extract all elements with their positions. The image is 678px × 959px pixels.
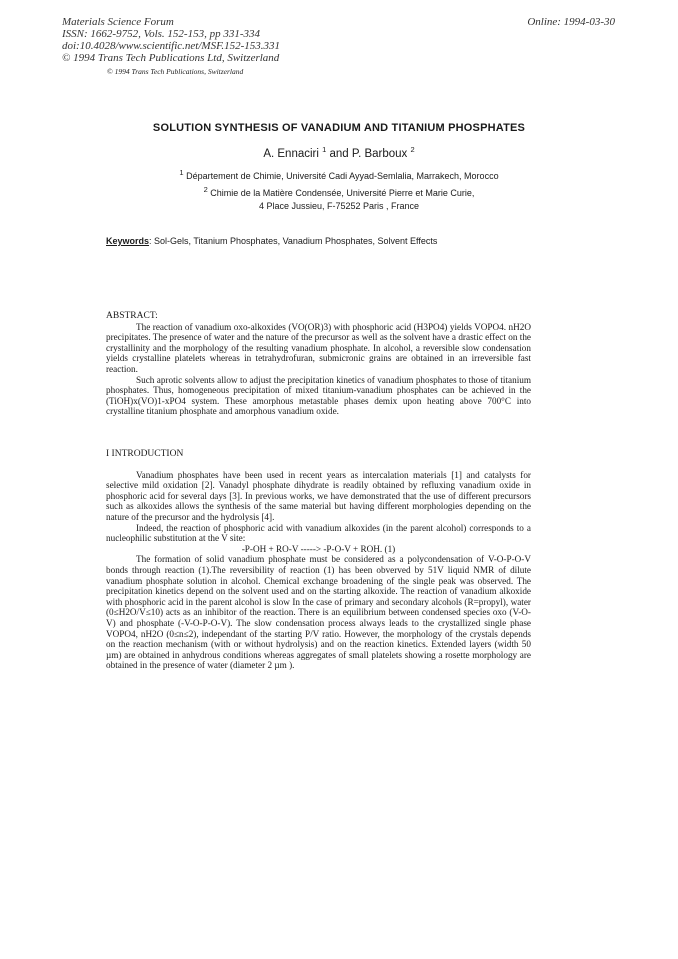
journal-name: Materials Science Forum [62,16,174,28]
copyright-line: © 1994 Trans Tech Publications Ltd, Switzerland [62,52,280,64]
abstract-heading: ABSTRACT: [106,311,158,321]
affiliation-2 [0,187,678,213]
keywords-text: : Sol-Gels, Titanium Phosphates, Vanadium Phosphates, Solvent Effects [149,236,438,246]
reaction-equation: -P-OH + RO-V -----> -P-O-V + ROH. (1) [241,543,396,554]
introduction-heading: I INTRODUCTION [106,449,184,459]
publication-metadata [62,16,280,64]
affiliation-2-line-2: 4 Place Jussieu, F-75252 Paris , France [258,201,420,211]
author-2: P. Barboux [351,148,408,160]
issn-line: ISSN: 1662-9752, Vols. 152-153, pp 331-334 [62,28,260,40]
introduction-paragraph-1: Vanadium phosphates have been used in recent years as intercalation materials [1] and catalysts for selective mild oxidation [2]. Vanadyl phosphate dihydrate is readily obtained by refluxing vanadium oxide in phosphoric acid for several days [3]. In previous works, we have demonstrated that the use of different precursors such as alkoxides allows the synthesis of the same material but having different morphologies depending on the nature of the precursor and the hydrolysis [4]. [106,469,531,522]
copyright-small: © 1994 Trans Tech Publications, Switzerland [107,67,244,76]
author-2-affiliation-mark: 2 [410,145,415,155]
author-conjunction: and [329,148,349,160]
affiliation-1-mark: 1 [179,168,184,177]
introduction-paragraph-3: The formation of solid vanadium phosphate must be considered as a polycondensation of V-O-P-O-V bonds through reaction (1).The reversibility of reaction (1) has been obverved by 51V liquid NMR of dilute vanadium phosphate solution in alcohol. Chemical exchange broadening of the single peak was observed. The precipitation kinetics depend on the solvent used and on the starting alkoxide. The reaction of vanadium alkoxide with phosphoric acid in the parent alcohol is slow In the case of primary and secondary alcohols (R=propyl), water (0≤H2O/V≤10) acts as an inhibitor of the reaction. There is an equilibrium between condensed species oxo (V-O-V) and phosphate (-V-O-P-O-V). The slow condensation process always leads to the crystallized single phase VOPO4, nH2O (0≤n≤2), independant of the starting P/V ratio. However, the morphology of the crystals depends on the reaction mechanism (with or without hydrolysis) and on the reaction kinetics. Extended layers (width 50 µm) are obtained in anhydrous conditions whereas aggregates of small platelets showing a rosette morphology are obtained in the presence of water (diameter 2 µm ). [106,554,531,671]
abstract-paragraph-2: Such aprotic solvents allow to adjust the precipitation kinetics of vanadium phosphates to those of titanium phosphates. Thus, homogeneous precipitation of mixed titanium-vanadium phosphates can be achieved in the (TiOH)x(VO)1-xPO4 system. These amorphous metastable phases demix upon heating above 700°C into crystalline titanium phosphate and amorphous vanadium oxide. [106,374,531,417]
affiliation-1 [0,170,678,183]
doi-link[interactable]: doi:10.4028/www.scientific.net/MSF.152-153.331 [62,40,281,52]
affiliation-2-line-1: Chimie de la Matière Condensée, Université Pierre et Marie Curie, [210,188,475,198]
keywords-label: Keywords [106,236,150,246]
author-1: A. Ennaciri [263,148,319,160]
affiliation-1-text: Département de Chimie, Université Cadi Ayyad-Semlalia, Marrakech, Morocco [186,171,499,181]
keywords [106,236,437,246]
paper-title: SOLUTION SYNTHESIS OF VANADIUM AND TITANIUM PHOSPHATES [152,122,526,134]
introduction-paragraph-2: Indeed, the reaction of phosphoric acid with vanadium alkoxides (in the parent alcohol) corresponds to a nucleophilic substitution at the V site: [106,522,531,544]
abstract-paragraph-1: The reaction of vanadium oxo-alkoxides (VO(OR)3) with phosphoric acid (H3PO4) yields VOPO4. nH2O precipitates. The presence of water and the nature of the precursor as well as the solvent have a drastic effect on the crystallinity and the morphology of the resulting vanadium phosphate. In alcohol, a reversible slow condensation yields crystalline platelets whereas in tetrahydrofuran, submicronic grains are obtained in an irreversible fast reaction. [106,321,531,374]
introduction-section [106,449,531,671]
authors-line [0,145,678,160]
abstract-section [106,311,531,417]
affiliation-2-mark: 2 [203,185,208,194]
author-1-affiliation-mark: 1 [322,145,327,155]
online-date: Online: 1994-03-30 [527,16,615,28]
